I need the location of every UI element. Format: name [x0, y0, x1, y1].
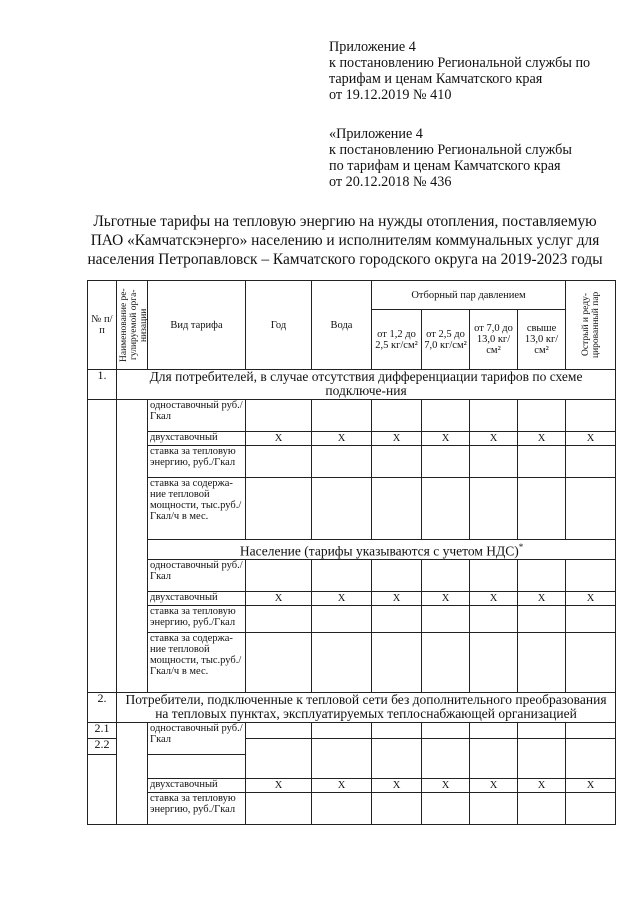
- x-mark: X: [566, 778, 616, 792]
- x-mark: X: [372, 591, 422, 605]
- section-row: [88, 692, 616, 722]
- header-pressure-3: от 7,0 до 13,0 кг/см²: [470, 310, 518, 370]
- section-row: [88, 370, 616, 400]
- header-line: тарифам и ценам Камчатского края: [329, 71, 543, 87]
- x-mark: X: [470, 432, 518, 446]
- header-pressure-2: от 2,5 до 7,0 кг/см²: [422, 310, 470, 370]
- empty-cell: [88, 754, 117, 824]
- x-mark: X: [518, 778, 566, 792]
- header-block-previous: [329, 126, 572, 190]
- x-mark: X: [470, 591, 518, 605]
- table-header-row: [88, 281, 616, 310]
- tariff-type-cell: ставка за тепловую энергию, руб./Гкал: [148, 792, 246, 824]
- tariff-type-cell: двухставочный: [148, 432, 246, 446]
- table-row: [88, 432, 616, 446]
- tariff-type-cell: двухставочный: [148, 591, 246, 605]
- table-row: [88, 722, 616, 738]
- x-mark: X: [246, 778, 312, 792]
- x-mark: X: [312, 591, 372, 605]
- section-number: 1.: [88, 370, 117, 400]
- empty-cell: [117, 400, 148, 693]
- header-line: от 20.12.2018 № 436: [329, 174, 452, 190]
- x-mark: X: [246, 432, 312, 446]
- header-sharp-steam: Острый и реду-цированный пар: [566, 281, 616, 370]
- x-mark: X: [470, 778, 518, 792]
- table-row: [88, 446, 616, 478]
- header-steam-group: Отборный пар давлением: [372, 281, 566, 310]
- header-line: к постановлению Региональной службы по: [329, 55, 591, 71]
- title-line: населения Петропавловск – Камчатского городского округа на 2019-2023 годы: [87, 251, 603, 268]
- table-row: [88, 478, 616, 540]
- table-row: [88, 591, 616, 605]
- tariff-type-cell: ставка за тепловую энергию, руб./Гкал: [148, 605, 246, 632]
- table-row: [88, 778, 616, 792]
- table-row: [88, 400, 616, 432]
- table-row: [88, 792, 616, 824]
- x-mark: X: [246, 591, 312, 605]
- x-mark: X: [422, 778, 470, 792]
- x-mark: X: [372, 432, 422, 446]
- title-line: Льготные тарифы на тепловую энергию на нужды отопления, поставляемую: [93, 213, 597, 230]
- section-title: Потребители, подключенные к тепловой сети без дополнительного преобразования на тепловых пунктах, эксплуатируемых теплоснабжающей организацией: [117, 692, 616, 722]
- section-number: 2.: [88, 692, 117, 722]
- header-tariff-type: Вид тарифа: [148, 281, 246, 370]
- x-mark: X: [518, 591, 566, 605]
- footnote-mark: *: [518, 542, 524, 552]
- header-line: к постановлению Региональной службы: [329, 142, 572, 158]
- document-title: [70, 212, 620, 269]
- x-mark: X: [312, 778, 372, 792]
- header-pressure-4: свыше 13,0 кг/см²: [518, 310, 566, 370]
- table-row: [88, 605, 616, 632]
- section-title: Для потребителей, в случае отсутствия дифференциации тарифов по схеме подключе-ния: [117, 370, 616, 400]
- x-mark: X: [312, 432, 372, 446]
- header-water: Вода: [312, 281, 372, 370]
- x-mark: X: [422, 591, 470, 605]
- x-mark: X: [518, 432, 566, 446]
- x-mark: X: [566, 432, 616, 446]
- tariff-type-cell: ставка за содержа-ние тепловой мощности, тыс.руб./Гкал/ч в мес.: [148, 478, 246, 540]
- table-row: [88, 632, 616, 692]
- tariff-type-cell: двухставочный: [148, 778, 246, 792]
- empty-cell: [148, 754, 246, 778]
- subsection-number: 2.2: [88, 738, 117, 754]
- tariff-type-cell: одноставочный руб./Гкал: [148, 559, 246, 591]
- x-mark: X: [566, 591, 616, 605]
- empty-cell: [88, 400, 117, 693]
- tariff-type-cell: одноставочный руб./Гкал: [148, 722, 246, 754]
- tariff-type-cell: ставка за тепловую энергию, руб./Гкал: [148, 446, 246, 478]
- header-line: от 19.12.2019 № 410: [329, 87, 452, 103]
- subsection-number: 2.1: [88, 722, 117, 738]
- tariff-type-cell: одноставочный руб./Гкал: [148, 400, 246, 432]
- population-title: Население (тарифы указываются с учетом НДС)*: [148, 540, 616, 560]
- header-org: Наименование ре-гулируемой орга-низации: [117, 281, 148, 370]
- tariff-table: [87, 280, 616, 825]
- header-pressure-1: от 1,2 до 2,5 кг/см²: [372, 310, 422, 370]
- x-mark: X: [372, 778, 422, 792]
- header-line: «Приложение 4: [329, 126, 423, 142]
- tariff-type-cell: ставка за содержа-ние тепловой мощности, тыс.руб./Гкал/ч в мес.: [148, 632, 246, 692]
- table-row: [88, 559, 616, 591]
- population-row: [88, 540, 616, 560]
- header-block-current: [329, 39, 590, 103]
- header-line: Приложение 4: [329, 39, 416, 55]
- title-line: ПАО «Камчатскэнерго» населению и исполнителям коммунальных услуг для: [90, 232, 600, 249]
- empty-cell: [117, 722, 148, 824]
- header-year: Год: [246, 281, 312, 370]
- header-num: № п/п: [88, 281, 117, 370]
- header-line: по тарифам и ценам Камчатского края: [329, 158, 561, 174]
- x-mark: X: [422, 432, 470, 446]
